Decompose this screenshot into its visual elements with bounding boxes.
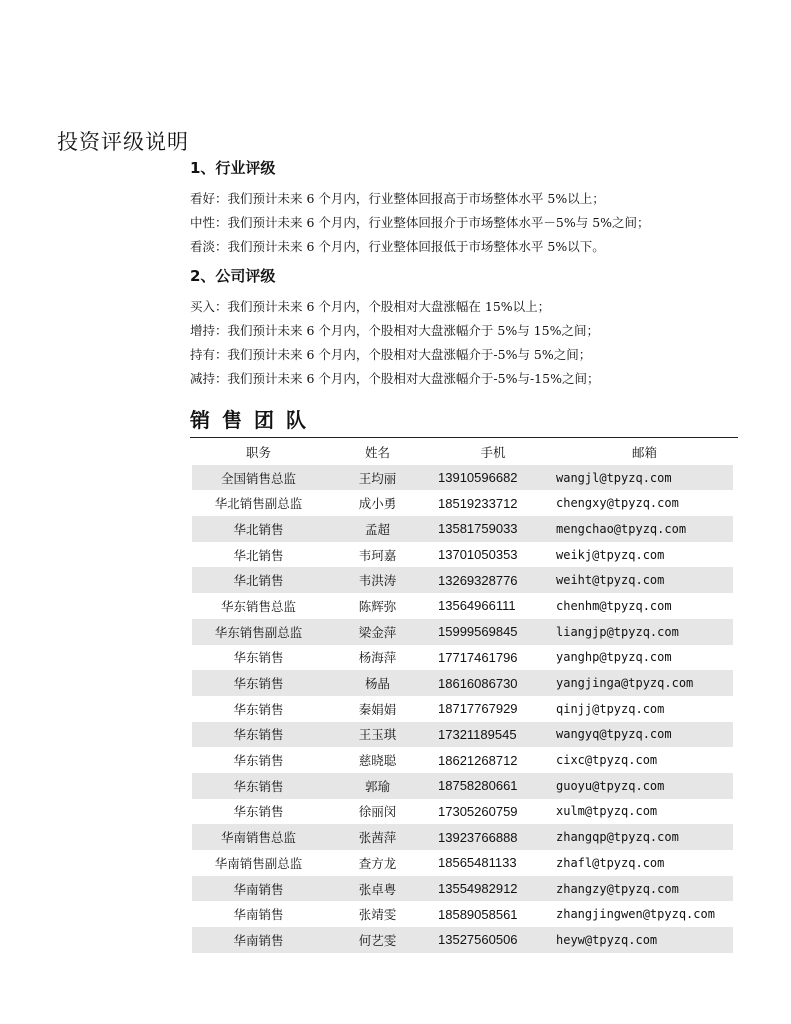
cell-title: 华南销售: [233, 932, 284, 948]
cell-name: 王玉琪: [358, 727, 397, 743]
cell-phone: 18616086730: [438, 675, 518, 691]
table-row: [192, 619, 733, 645]
cell-name: 慈晓聪: [358, 753, 397, 769]
cell-email: wangjl@tpyzq.com: [556, 470, 672, 485]
cell-phone: 13527560506: [438, 932, 518, 948]
cell-name: 张茜萍: [358, 830, 397, 846]
cell-name: 韦珂嘉: [358, 547, 397, 563]
table-row: [192, 722, 733, 748]
sales-team-table: [192, 439, 733, 953]
cell-email: zhafl@tpyzq.com: [556, 855, 665, 870]
cell-phone: 17321189545: [438, 726, 517, 742]
industry-rating-line: 看好：我们预计未来 6 个月内，行业整体回报高于市场整体水平 5%以上；: [190, 191, 605, 206]
cell-email: zhangzy@tpyzq.com: [556, 881, 679, 896]
cell-email: xulm@tpyzq.com: [556, 804, 658, 819]
cell-title: 华北销售: [233, 521, 284, 537]
industry-rating-line: 中性：我们预计未来 6 个月内，行业整体回报介于市场整体水平－5%与 5%之间；: [190, 215, 650, 230]
cell-phone: 18621268712: [438, 752, 518, 768]
table-row: [192, 516, 733, 542]
cell-email: weiht@tpyzq.com: [556, 573, 665, 588]
cell-phone: 17717461796: [438, 649, 518, 665]
cell-title: 华东销售: [233, 650, 284, 666]
sales-team-divider: [190, 437, 738, 438]
column-header-phone: 手机: [480, 444, 506, 460]
cell-name: 王均丽: [358, 470, 397, 486]
table-row: [192, 567, 733, 593]
table-row: [192, 876, 733, 902]
company-rating-line: 持有：我们预计未来 6 个月内，个股相对大盘涨幅介于-5%与 5%之间；: [190, 347, 592, 362]
column-header-name: 姓名: [364, 444, 390, 460]
cell-name: 杨海萍: [358, 650, 397, 666]
table-row: [192, 799, 733, 825]
cell-phone: 13269328776: [438, 572, 518, 588]
cell-email: heyw@tpyzq.com: [556, 932, 658, 947]
cell-name: 陈辉弥: [358, 598, 397, 614]
cell-name: 查方龙: [358, 855, 397, 871]
column-header-email: 邮箱: [631, 444, 657, 460]
cell-phone: 18758280661: [438, 778, 518, 794]
table-row: [192, 824, 733, 850]
cell-name: 杨晶: [364, 676, 390, 692]
cell-name: 张卓粤: [358, 881, 397, 897]
column-header-title: 职务: [245, 444, 271, 460]
cell-phone: 13701050353: [438, 547, 518, 563]
industry-rating-heading: 1、行业评级: [190, 159, 276, 177]
table-body: [192, 465, 733, 953]
cell-name: 郭瑜: [364, 778, 390, 794]
cell-title: 华东销售: [233, 753, 284, 769]
cell-email: wangyq@tpyzq.com: [556, 727, 672, 742]
table-row: [192, 850, 733, 876]
cell-name: 张靖雯: [358, 907, 397, 923]
cell-name: 何艺雯: [358, 932, 397, 948]
cell-phone: 18589058561: [438, 906, 518, 922]
cell-title: 华南销售: [233, 907, 284, 923]
cell-phone: 15999569845: [438, 624, 518, 640]
cell-name: 韦洪涛: [358, 573, 397, 589]
table-header-row: [192, 439, 733, 465]
cell-email: yangjinga@tpyzq.com: [556, 676, 694, 691]
cell-title: 全国销售总监: [220, 470, 296, 486]
cell-email: zhangjingwen@tpyzq.com: [556, 907, 715, 922]
cell-email: zhangqp@tpyzq.com: [556, 830, 679, 845]
cell-title: 华东销售: [233, 727, 284, 743]
cell-name: 徐丽闵: [358, 804, 397, 820]
cell-email: weikj@tpyzq.com: [556, 547, 665, 562]
table-row: [192, 927, 733, 953]
cell-title: 华东销售: [233, 804, 284, 820]
cell-title: 华东销售: [233, 676, 284, 692]
cell-email: chengxy@tpyzq.com: [556, 496, 679, 511]
cell-phone: 13923766888: [438, 829, 518, 845]
industry-rating-line: 看淡：我们预计未来 6 个月内，行业整体回报低于市场整体水平 5%以下。: [190, 239, 605, 254]
table-row: [192, 490, 733, 516]
company-rating-line: 增持：我们预计未来 6 个月内，个股相对大盘涨幅介于 5%与 15%之间；: [190, 323, 599, 338]
cell-email: cixc@tpyzq.com: [556, 753, 658, 768]
table-row: [192, 593, 733, 619]
cell-name: 梁金萍: [358, 624, 397, 640]
company-rating-line: 买入：我们预计未来 6 个月内，个股相对大盘涨幅在 15%以上；: [190, 299, 551, 314]
cell-email: qinjj@tpyzq.com: [556, 701, 665, 716]
cell-title: 华北销售: [233, 547, 284, 563]
cell-phone: 18519233712: [438, 495, 518, 511]
cell-name: 秦娟娟: [358, 701, 397, 717]
cell-phone: 13564966111: [438, 598, 516, 614]
cell-phone: 17305260759: [438, 803, 518, 819]
table-row: [192, 465, 733, 491]
cell-title: 华东销售副总监: [214, 624, 303, 640]
table-row: [192, 696, 733, 722]
cell-email: guoyu@tpyzq.com: [556, 778, 665, 793]
table-row: [192, 747, 733, 773]
table-row: [192, 645, 733, 671]
cell-title: 华南销售: [233, 881, 284, 897]
sales-team-title: 销售团队: [190, 408, 318, 432]
cell-email: chenhm@tpyzq.com: [556, 598, 672, 613]
cell-title: 华南销售总监: [220, 830, 296, 846]
cell-name: 成小勇: [358, 496, 397, 512]
table-row: [192, 773, 733, 799]
cell-title: 华东销售: [233, 701, 284, 717]
company-rating-line: 减持：我们预计未来 6 个月内，个股相对大盘涨幅介于-5%与-15%之间；: [190, 371, 600, 386]
table-row: [192, 542, 733, 568]
cell-title: 华北销售: [233, 573, 284, 589]
table-row: [192, 670, 733, 696]
cell-email: liangjp@tpyzq.com: [556, 624, 679, 639]
cell-email: yanghp@tpyzq.com: [556, 650, 672, 665]
cell-phone: 13910596682: [438, 470, 518, 486]
cell-name: 孟超: [364, 521, 390, 537]
cell-title: 华北销售副总监: [214, 496, 303, 512]
cell-phone: 13554982912: [438, 881, 518, 897]
cell-phone: 18717767929: [438, 701, 518, 717]
cell-phone: 18565481133: [438, 855, 517, 871]
cell-phone: 13581759033: [438, 521, 518, 537]
cell-title: 华东销售总监: [220, 598, 296, 614]
company-rating-heading: 2、公司评级: [190, 267, 276, 285]
table-row: [192, 901, 733, 927]
cell-title: 华东销售: [233, 778, 284, 794]
cell-email: mengchao@tpyzq.com: [556, 521, 687, 536]
cell-title: 华南销售副总监: [214, 855, 303, 871]
page-title: 投资评级说明: [57, 130, 189, 154]
